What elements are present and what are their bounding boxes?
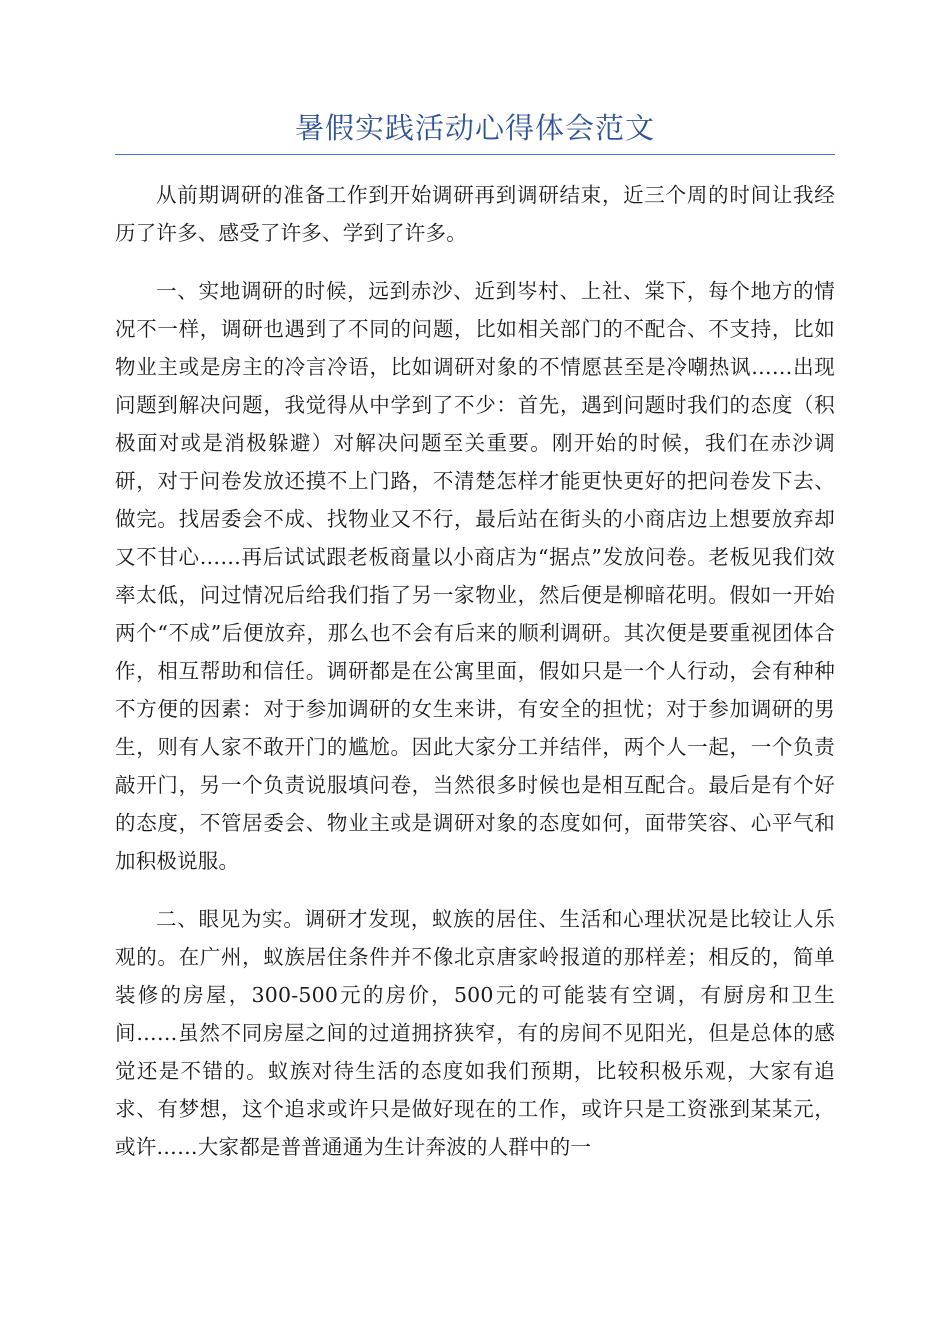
document-title: 暑假实践活动心得体会范文 [294,111,655,145]
paragraph-section-one: 一、实地调研的时候，远到赤沙、近到岑村、上社、棠下，每个地方的情况不一样，调研也遇到了不同的问题，比如相关部门的不配合、不支持，比如物业主或是房主的冷言冷语，比如调研对象的不情愿甚至是冷嘲热讽……出现问题到解决问题，我觉得从中学到了不少：首先，遇到问题时我们的态度（积极面对或是消极躲避）对解决问题至关重要。刚开始的时候，我们在赤沙调研，对于问卷发放还摸不上门路，不清楚怎样才能更快更好的把问卷发下去、做完。找居委会不成、找物业又不行，最后站在街头的小商店边上想要放弃却又不甘心……再后试试跟老板商量以小商店为“据点”发放问卷。老板见我们效率太低，问过情况后给我们指了另一家物业，然后便是柳暗花明。假如一开始两个“不成”后便放弃，那么也不会有后来的顺利调研。其次便是要重视团体合作，相互帮助和信任。调研都是在公寓里面，假如只是一个人行动，会有种种不方便的因素：对于参加调研的女生来讲，有安全的担忧；对于参加调研的男生，则有人家不敢开门的尴尬。因此大家分工并结伴，两个人一起，一个负责敲开门，另一个负责说服填问卷，当然很多时候也是相互配合。最后是有个好的态度，不管居委会、物业主或是调研对象的态度如何，面带笑容、心平气和加积极说服。 [115,279,835,873]
title-underline [115,154,835,155]
document-body [115,176,835,1186]
paragraph-section-two: 二、眼见为实。调研才发现，蚁族的居住、生活和心理状况是比较让人乐观的。在广州，蚁族居住条件并不像北京唐家岭报道的那样差；相反的，简单装修的房屋，300-500元的房价，500元的可能装有空调，有厨房和卫生间……虽然不同房屋之间的过道拥挤狭窄，有的房间不见阳光，但是总体的感觉还是不错的。蚁族对待生活的态度如我们预期，比较积极乐观，大家有追求、有梦想，这个追求或许只是做好现在的工作，或许只是工资涨到某某元，或许……大家都是普普通通为生计奔波的人群中的一 [115,907,835,1159]
paragraph-intro: 从前期调研的准备工作到开始调研再到调研结束，近三个周的时间让我经历了许多、感受了许多、学到了许多。 [115,183,835,245]
